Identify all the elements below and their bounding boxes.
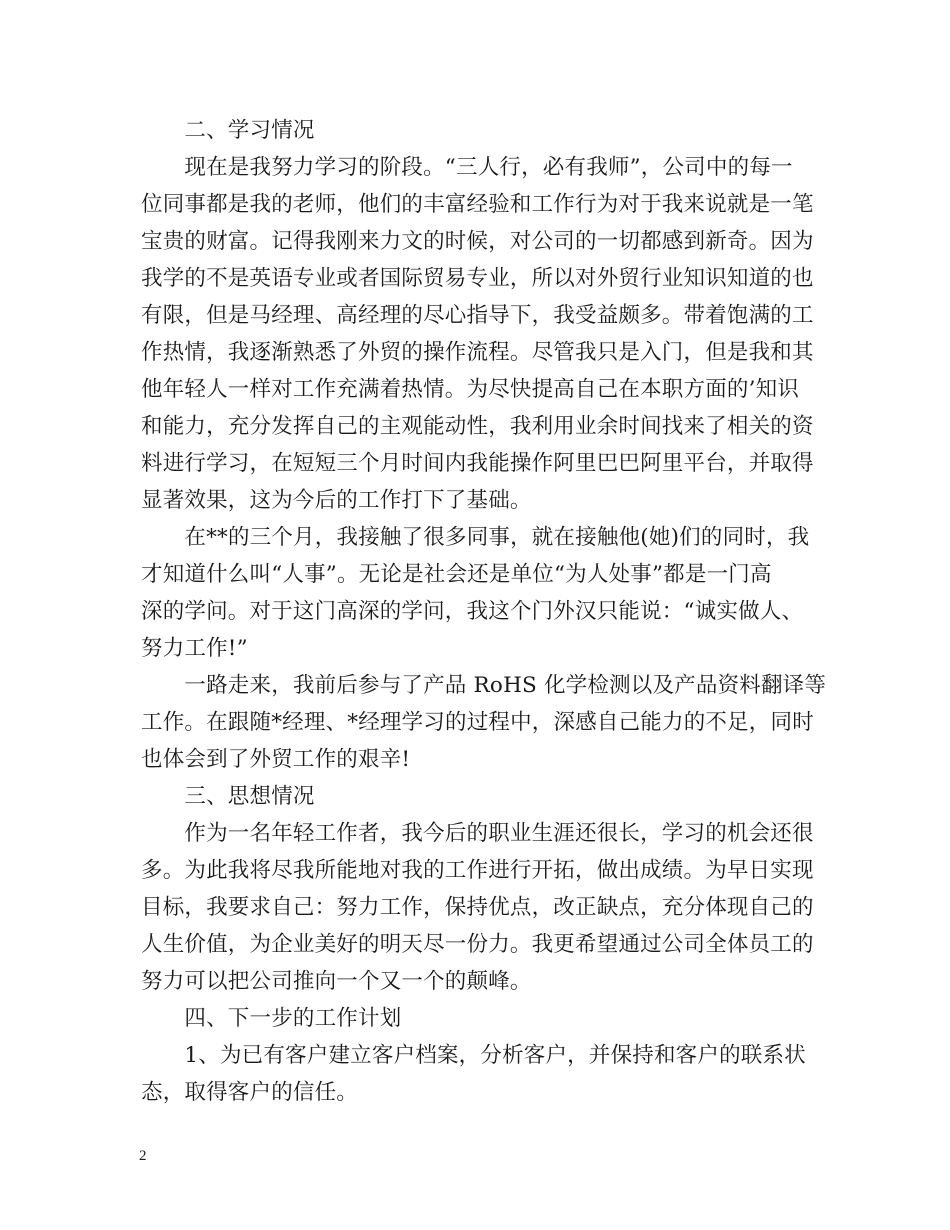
text-line: 多。为此我将尽我所能地对我的工作进行开拓，做出成绩。为早日实现 bbox=[141, 858, 814, 883]
text-line: 我学的不是英语专业或者国际贸易专业，所以对外贸行业知识知道的也 bbox=[141, 266, 814, 291]
section-heading: 四、下一步的工作计划 bbox=[141, 1006, 402, 1031]
section-heading: 三、思想情况 bbox=[141, 784, 315, 809]
text-line: 位同事都是我的老师，他们的丰富经验和工作行为对于我来说就是一笔 bbox=[141, 192, 814, 217]
text-line: 努力工作!” bbox=[141, 636, 248, 661]
text-line: 也体会到了外贸工作的艰辛! bbox=[141, 747, 411, 772]
text-line: 和能力，充分发挥自己的主观能动性，我利用业余时间找来了相关的资 bbox=[141, 414, 814, 439]
text-line: 一路走来，我前后参与了产品 RoHS 化学检测以及产品资料翻译等 bbox=[141, 673, 827, 698]
text-line: 他年轻人一样对工作充满着热情。为尽快提高自己在本职方面的’知识 bbox=[141, 377, 800, 402]
text-line: 显著效果，这为今后的工作打下了基础。 bbox=[141, 488, 532, 513]
text-line: 工作。在跟随*经理、*经理学习的过程中，深感自己能力的不足，同时 bbox=[141, 710, 814, 735]
text-line: 人生价值，为企业美好的明天尽一份力。我更希望通过公司全体员工的 bbox=[141, 932, 814, 957]
text-line: 现在是我努力学习的阶段。“三人行，必有我师”，公司中的每一 bbox=[141, 155, 793, 180]
text-line: 作为一名年轻工作者，我今后的职业生涯还很长，学习的机会还很 bbox=[141, 821, 814, 846]
text-line: 目标，我要求自己：努力工作，保持优点，改正缺点，充分体现自己的 bbox=[141, 895, 814, 920]
text-line: 宝贵的财富。记得我刚来力文的时候，对公司的一切都感到新奇。因为 bbox=[141, 229, 814, 254]
text-line: 在**的三个月，我接触了很多同事，就在接触他(她)们的同时，我 bbox=[141, 525, 810, 550]
text-line: 深的学问。对于这门高深的学问，我这个门外汉只能说：“诚实做人、 bbox=[141, 599, 804, 624]
text-line: 1、为已有客户建立客户档案，分析客户，并保持和客户的联系状 bbox=[141, 1043, 806, 1068]
text-line: 才知道什么叫“人事”。无论是社会还是单位“为人处事”都是一门高 bbox=[141, 562, 772, 587]
text-line: 有限，但是马经理、高经理的尽心指导下，我受益颇多。带着饱满的工 bbox=[141, 303, 814, 328]
document-body bbox=[141, 112, 827, 1111]
text-line: 态，取得客户的信任。 bbox=[141, 1080, 359, 1105]
text-line: 作热情，我逐渐熟悉了外贸的操作流程。尽管我只是入门，但是我和其 bbox=[141, 340, 814, 365]
text-line: 努力可以把公司推向一个又一个的颠峰。 bbox=[141, 969, 532, 994]
page-number: 2 bbox=[139, 1148, 147, 1164]
text-line: 料进行学习，在短短三个月时间内我能操作阿里巴巴阿里平台，并取得 bbox=[141, 451, 814, 476]
section-heading: 二、学习情况 bbox=[141, 118, 315, 143]
